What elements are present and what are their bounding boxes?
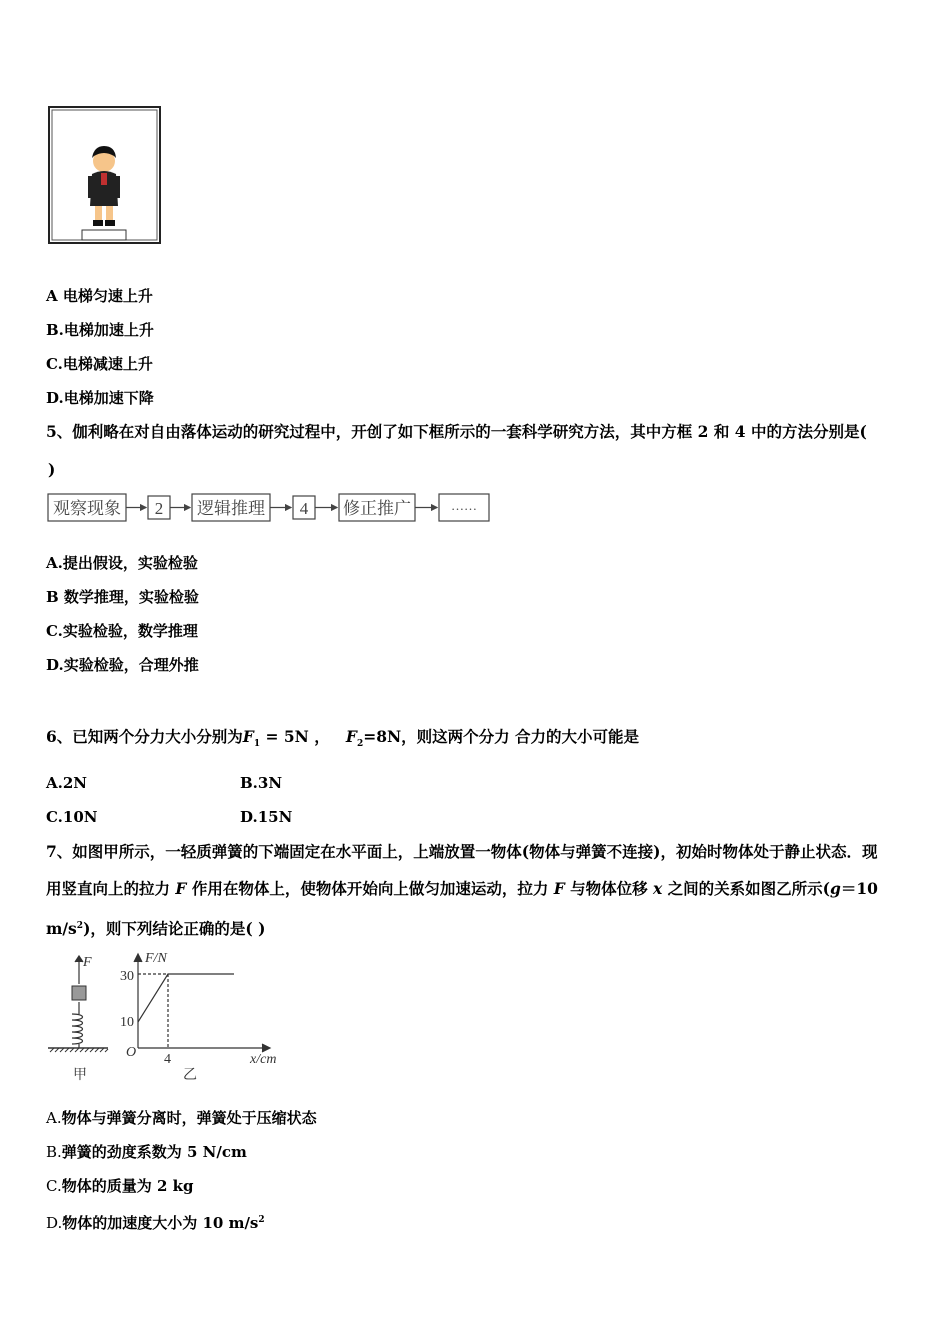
q5-option-c: C.实验检验，数学推理 <box>46 622 198 640</box>
block-icon <box>72 986 86 1000</box>
q7-option-d: D.物体的加速度大小为 10 $m/s^2$ <box>46 1214 265 1232</box>
y-tick-10: 10 <box>120 1015 134 1030</box>
q7-stem-line3: $m/s^2$)，则下列结论正确的是( ) <box>46 919 266 939</box>
q5-stem-line1: 5、伽利略在对自由落体运动的研究过程中，开创了如下框所示的一套科学研究方法，其中方框 2 和 4 中的方法分别是( <box>46 422 867 441</box>
q6-option-b: B.3N <box>240 774 283 792</box>
force-label: F <box>83 955 92 970</box>
q6-option-d: D.15N <box>240 808 293 826</box>
flow-box-observe: 观察现象 <box>53 499 121 518</box>
x-tick-4: 4 <box>164 1052 171 1067</box>
flow-box-2: 2 <box>154 499 164 518</box>
q6-option-a: A.2N <box>46 774 88 792</box>
y-tick-30: 30 <box>120 969 134 984</box>
flow-box-revise: 修正推广 <box>343 499 411 518</box>
caption-yi: 乙 <box>183 1068 197 1083</box>
q7-option-b: B.弹簧的劲度系数为 5 N/cm <box>46 1143 247 1161</box>
q7-stem-line1: 7、如图甲所示，一轻质弹簧的下端固定在水平面上，上端放置一物体(物体与弹簧不连接)，初始时物体处于静止状态．现 <box>46 842 878 861</box>
q5-option-d: D.实验检验，合理外推 <box>46 656 199 674</box>
flow-box-logic: 逻辑推理 <box>197 499 265 518</box>
q7-stem-line2: 用竖直向上的拉力 F 作用在物体上，使物体开始向上做匀加速运动，拉力 F 与物体位移 x 之间的关系如图乙所示(g＝10 <box>46 879 878 898</box>
q4-option-b: B.电梯加速上升 <box>46 321 154 339</box>
elevator-figure <box>48 106 162 250</box>
q5-option-b: B 数学推理，实验检验 <box>46 588 199 606</box>
y-axis-label: F/N <box>145 951 167 966</box>
q4-option-d: D.电梯加速下降 <box>46 389 154 407</box>
spring-graph-figure <box>46 948 296 1088</box>
flow-box-ellipsis: …… <box>451 498 477 513</box>
method-flowchart <box>46 490 496 530</box>
origin-label: O <box>126 1045 137 1060</box>
flow-box-4: 4 <box>299 499 309 518</box>
q6-stem: 6、已知两个分力大小分别为$F_1 = 5N$ ， $F_2=8N$，则这两个分力 合力的大小可能是 <box>46 727 640 750</box>
q7-option-c: C.物体的质量为 2 kg <box>46 1177 194 1195</box>
q6-option-c: C.10N <box>46 808 98 826</box>
q4-option-a: A 电梯匀速上升 <box>46 287 153 305</box>
q7-option-a: A.物体与弹簧分离时，弹簧处于压缩状态 <box>46 1109 317 1127</box>
q5-option-a: A.提出假设，实验检验 <box>46 554 198 572</box>
x-axis-label: x/cm <box>250 1052 277 1067</box>
caption-jia: 甲 <box>73 1068 87 1083</box>
q4-option-c: C.电梯减速上升 <box>46 355 153 373</box>
q5-stem-line2: ) <box>48 460 56 479</box>
